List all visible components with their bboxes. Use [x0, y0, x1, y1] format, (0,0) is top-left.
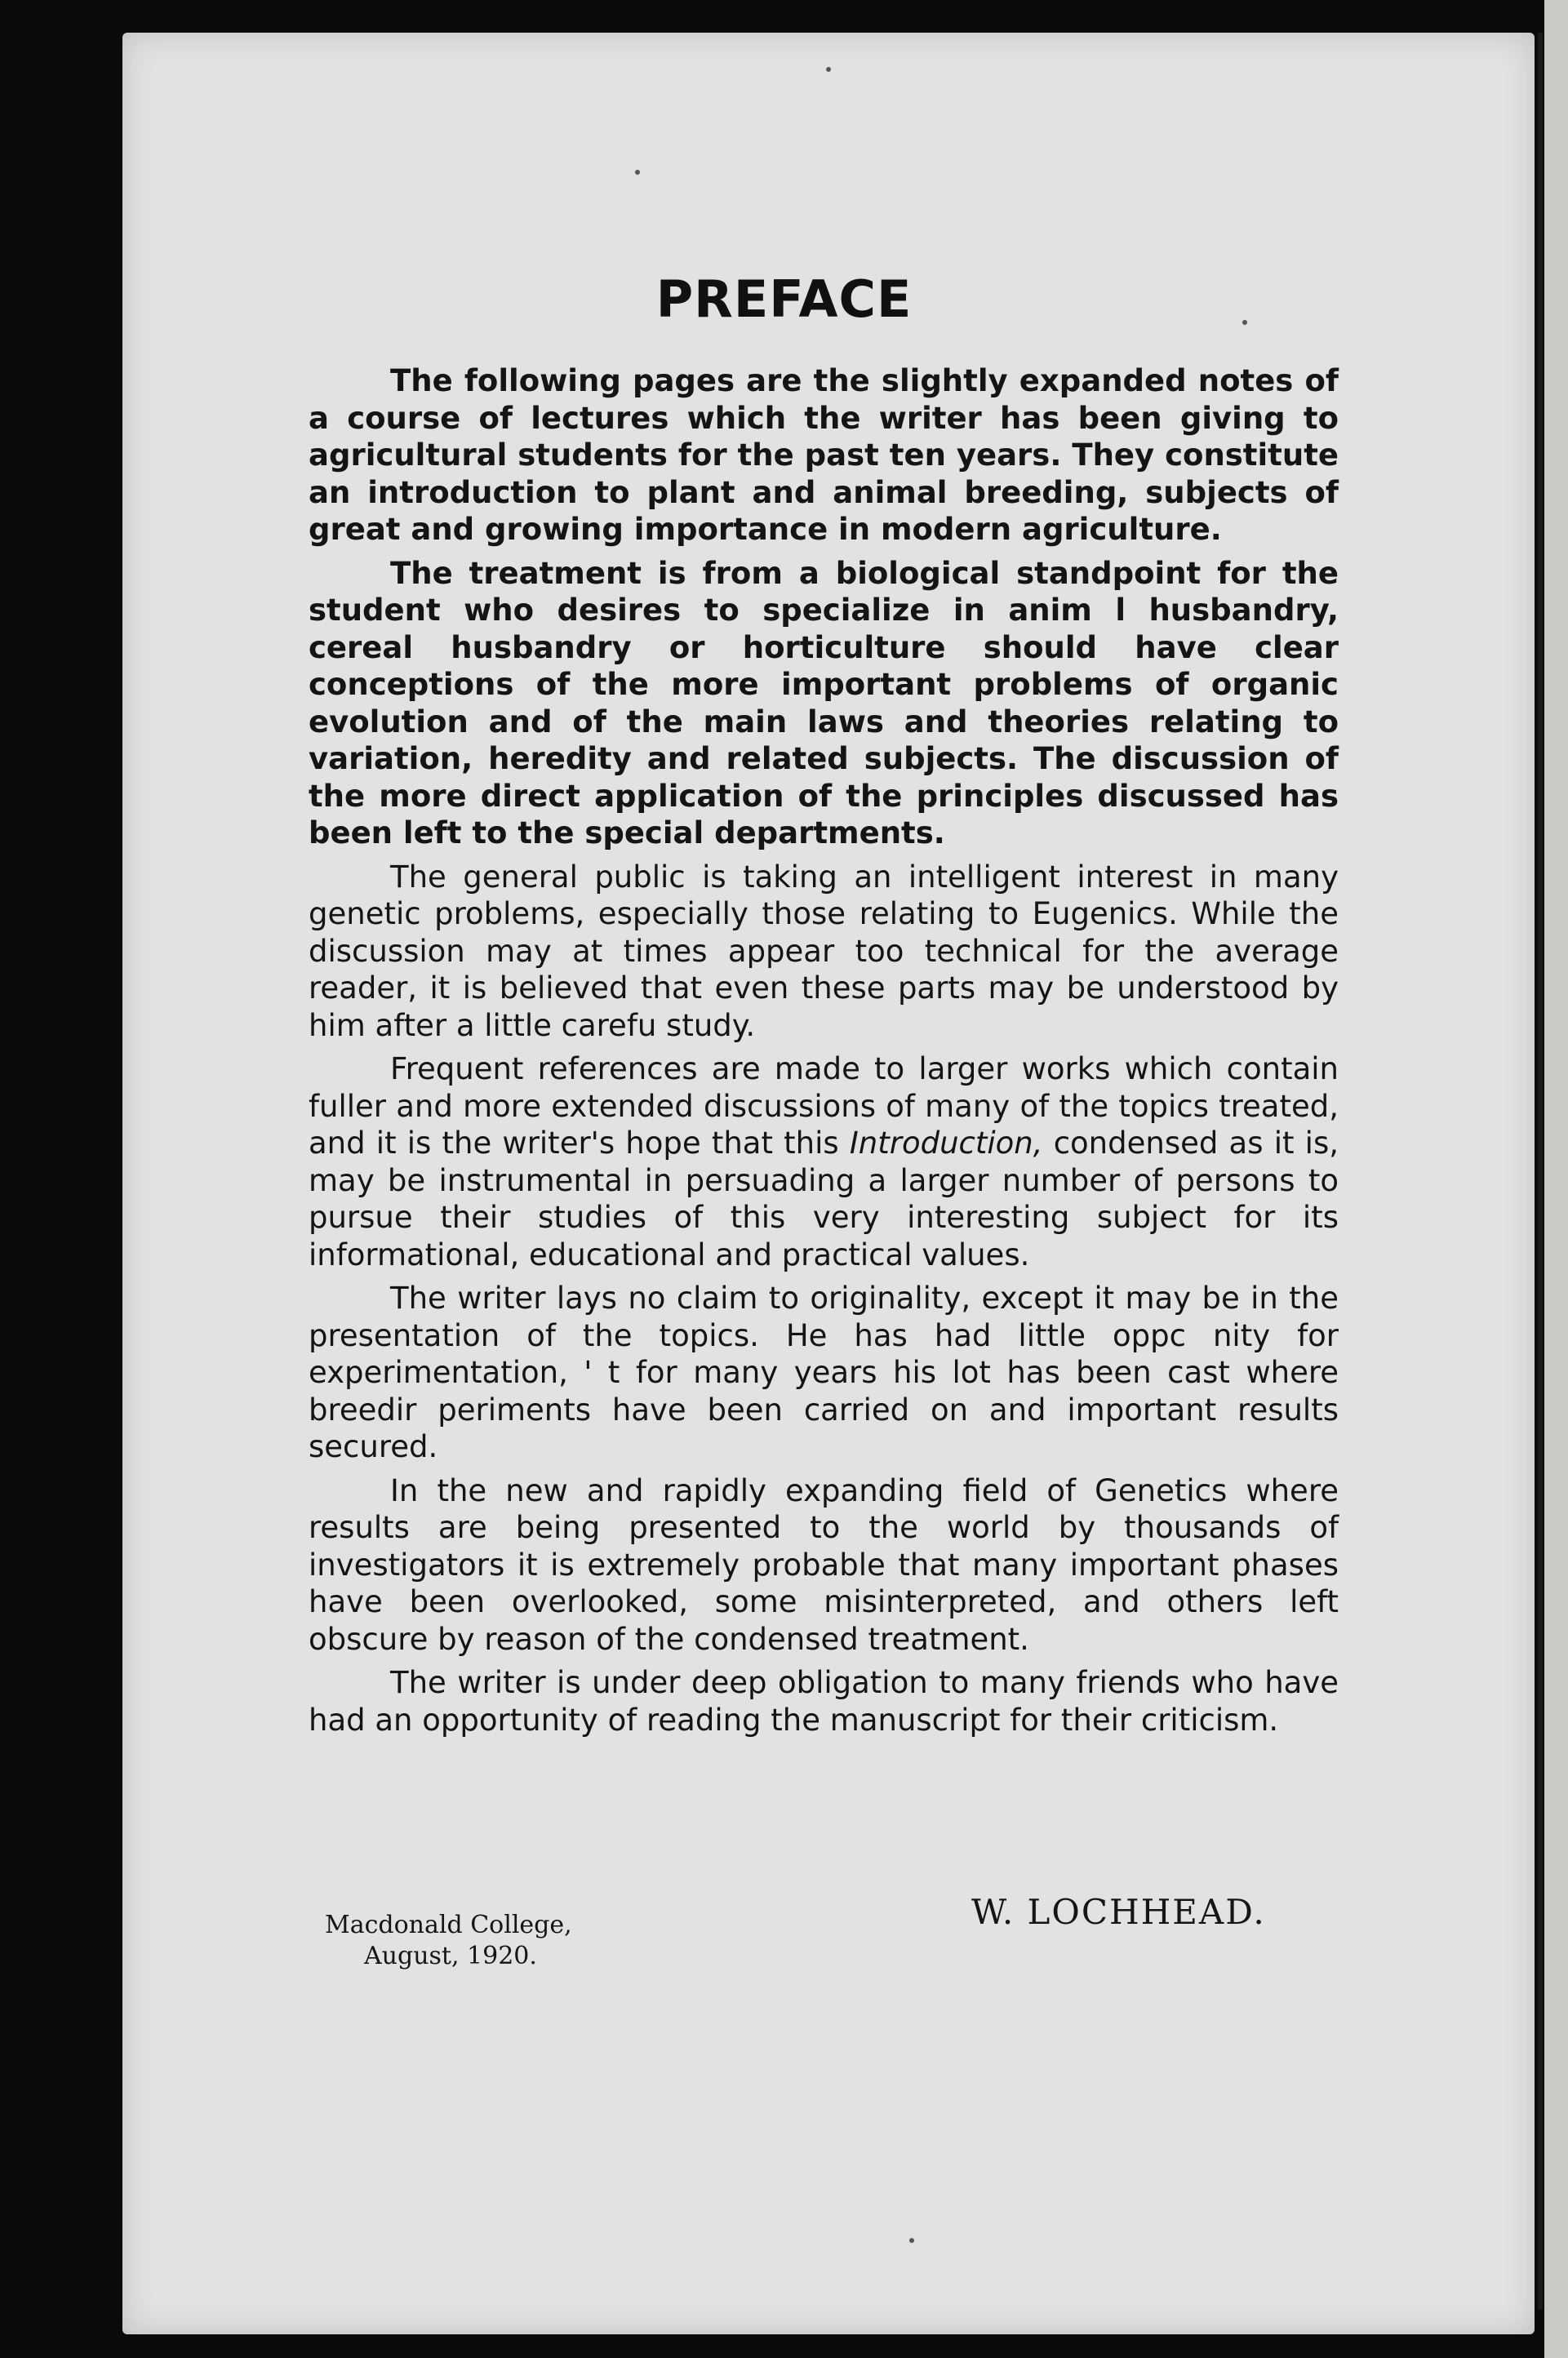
page-gutter-shadow [1538, 33, 1543, 2310]
scan-speck [909, 2238, 914, 2243]
page-title: PREFACE [655, 269, 913, 329]
date: August, 1920. [364, 1942, 537, 1970]
italic-title: Introduction, [849, 1126, 1043, 1161]
place: Macdonald College, [325, 1911, 572, 1939]
paragraph: The writer lays no claim to originality, except it may be in the presentation of the topics. He has had little oppc nity for experimentation, ' t for many years his lot has been cast where breedir periments have been carried on and important results secured. [309, 1281, 1339, 1464]
paragraph-text: Frequent references are made to larger works which contain fuller and more extended discussions of many of the topics treated, and it is the writer's hope that this [309, 1051, 1339, 1161]
next-page-edge [1544, 0, 1568, 2358]
paragraph: The general public is taking an intelligent interest in many genetic problems, especially those relating to Eugenics. While the discussion may at times appear too technical for the average reader, it is believed that even these parts may be understood by him after a little carefu study. [309, 859, 1339, 1043]
paragraph: The writer is under deep obligation to many friends who have had an opportunity of reading the manuscript for their criticism. [309, 1665, 1339, 1738]
paragraph: In the new and rapidly expanding field of Genetics where results are being presented to the world by thousands of investigators it is extremely probable that many important phases have been overlooked, some misinterpreted, and others left obscure by reason of the condensed treatment. [309, 1472, 1339, 1657]
scan-speck [635, 170, 640, 175]
paragraph: The treatment is from a biological standpoint for the student who desires to specialize in anim l husbandry, cereal husbandry or horticulture should have clear conceptions of the more important problems of organic evolution and of the main laws and theories relating to variation, heredity and related subjects. The discussion of the more direct application of the principles discussed has been left to the special departments. [309, 555, 1339, 850]
preface-body [309, 362, 1339, 1745]
place-and-date [325, 1910, 572, 1972]
author-signature: W. LOCHHEAD. [971, 1892, 1266, 1932]
scan-speck [826, 67, 831, 72]
paragraph: The following pages are the slightly expanded notes of a course of lectures which the writer has been giving to agricultural students for the past ten years. They constitute an introduction to plant and animal breeding, subjects of great and growing importance in modern agriculture. [309, 363, 1339, 547]
paragraph-text: condensed as it is, may be instrumental in persuading a larger number of persons to pursue their studies of this very interesting subject for its informational, educational and practical values. [309, 1126, 1339, 1272]
paragraph-with-italic [309, 1050, 1339, 1273]
